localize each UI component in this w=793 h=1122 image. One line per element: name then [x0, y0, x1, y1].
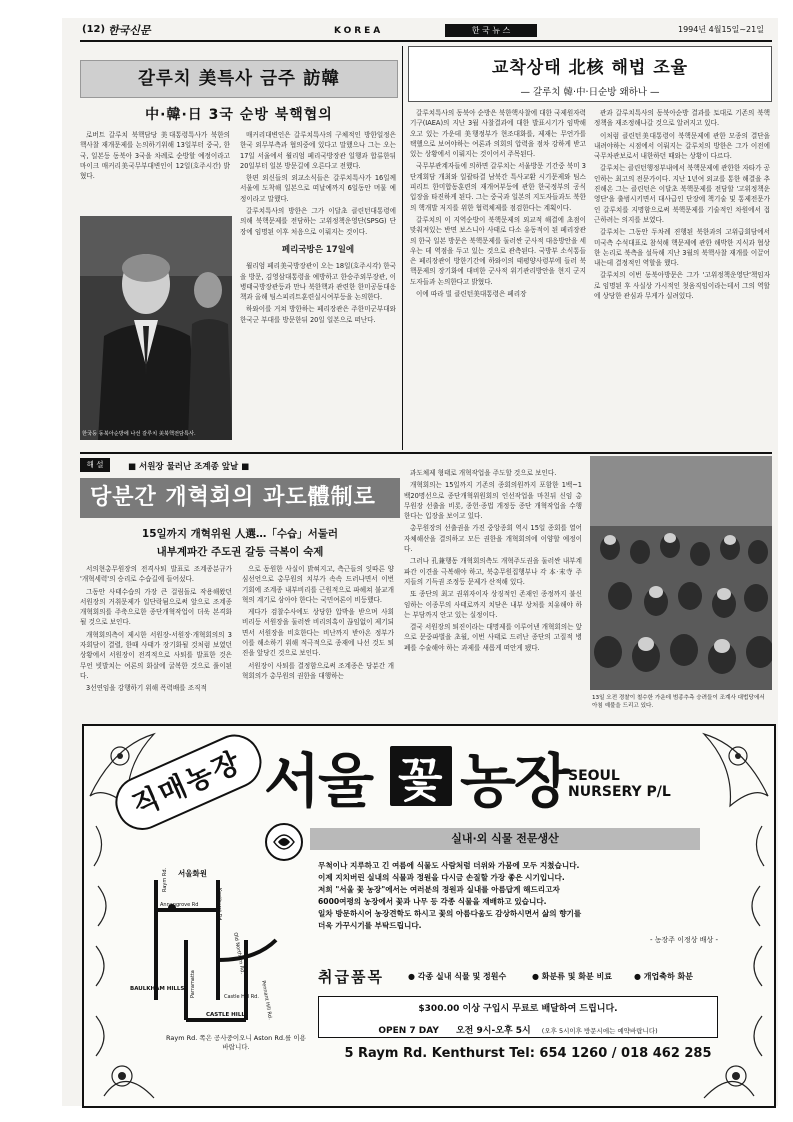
- article3-col1-text: [80, 564, 232, 696]
- map-label: Raym Rd.: [162, 867, 168, 892]
- paragraph: 윌리엄 페리美국방장관이 오는 18일(호주시각) 한국을 방문, 김영삼대통령을 예방하고 한승주외무장관, 이병태국방장관등과 만나 북한핵과 관련한 한미공동대응책과 올해 팀스피리트훈련실시여부등을 논의한다.: [240, 262, 396, 302]
- specialty-label: 실내·외 식물 전문생산: [451, 832, 559, 845]
- brand-part-seoul: 서울: [264, 747, 373, 815]
- direct-sale-label: 직매농장: [126, 744, 247, 823]
- article-jogye-reform: [80, 456, 772, 718]
- product-item: ● 각종 실내 식물 및 정원수: [408, 972, 507, 981]
- headline-box: [408, 46, 772, 102]
- paragraph: 으로 동원한 사실이 밝혀지고, 측근들의 잇따른 양심선언으로 총무원의 치부가 속속 드러나면서 이번 기회에 조계종 내부비리를 근원적으로 파헤쳐 불교개혁의 계기로 삼아야 한다는 국민여론이 비등했다.: [242, 565, 394, 604]
- article-galucci-visit: [80, 60, 398, 452]
- brand-name: [264, 734, 584, 815]
- article2-col2-text: [594, 108, 770, 303]
- subheadline-2: 내부계파간 주도권 갈등 극복이 숙제: [156, 546, 324, 558]
- map-label: CASTLE HILL: [206, 1012, 245, 1018]
- product-item: ● 화분류 및 화분 비료: [532, 972, 612, 981]
- article3-col3-text: [404, 468, 582, 655]
- intro-text: [318, 860, 718, 946]
- paragraph: 그동안 사태수습의 가장 큰 걸림돌로 작용해왔던 서원장의 거취문제가 일단락됨으로써 앞으로 조계종 개혁회의를 주축으로한 종단개혁작업이 더욱 본격화될 것으로 보인다.: [80, 587, 232, 627]
- paragraph: 또 종단의 최고 권위자이자 상징적인 존재인 종정까지 불신임하는 이종무의 사태로까지 치닫은 내부 상처를 치유해야 하는 부담까지 안고 있는 실정이다.: [404, 590, 582, 619]
- paragraph: 갈루치는 클린턴행정부내에서 북핵문제에 관한한 자타가 공인하는 최고의 전문가이다. 지난 1년여 외교를 통한 해결을 추진해온 그는 클린턴은 이달초 북핵문제를 전담할 '고위정책운영단'을 출범시키면서 대사급인 단장에 책기술 및 통제전문가인 갈루치를 지명함으로써 북핵문제를 기술적인 차원에서 접근하려는 의지를 보였다.: [594, 164, 770, 224]
- issue-date: 1994년 4월15일~21일: [678, 25, 764, 34]
- map-label: Castle Hill Rd.: [224, 994, 259, 1000]
- paragraph: 매커리대변인은 갈루치특사의 구체적인 방한일정은 한국 외무부측과 협의중에 있다고 말했으나 그는 오는 17일 서울에서 윌리엄 페리국방장관 일행과 합류한뒤 20일부터 일본 방문길에 오른다고 전했다.: [240, 131, 396, 170]
- paragraph: 3선연임을 강행하기 위해 폭력배를 조직적: [86, 684, 207, 693]
- monks-crowd-figure: [590, 456, 772, 690]
- english-name-line2: NURSERY P/L: [568, 784, 671, 800]
- map-label: BAULKHAM HILLS: [130, 986, 185, 992]
- headline-band: [80, 478, 400, 518]
- subheadline: — 갈루치 韓·中·日순방 왜하나 —: [520, 87, 660, 98]
- map-label: Kenthurst Rd.: [216, 888, 222, 923]
- opening-hours: 오전 9시-오후 5시: [455, 1026, 531, 1036]
- paragraph: 갈루치는 그동안 두차례 진행된 북한과의 고위급회담에서 미국측 수석대표로 참석해 핵문제에 관한 해박한 지식과 협상한 논리로 북측을 설득해 지난 3월의 북핵사찰 재개를 이끌어 내는데 결정적인 역할을 했다.: [594, 228, 770, 268]
- nursery-advertisement: [82, 724, 776, 1108]
- kicker: ■ 서원장 물러난 조계종 앞날 ■: [128, 462, 250, 472]
- map-title: 서울화원: [178, 869, 207, 878]
- section-rule: [80, 452, 772, 454]
- paragraph: 이처럼 클린턴美대통령이 북핵문제에 관한 모종의 결단을 내려야하는 시점에서 이뤄지는 갈루치의 방한은 그가 이전에 국무차관보로서 내한하던 때와는 상황이 다르다.: [594, 131, 770, 161]
- headline-box: [80, 60, 398, 98]
- column-divider: [402, 46, 403, 450]
- delivery-text: $300.00 이상 구입시 무료로 배달하여 드립니다.: [418, 1004, 618, 1014]
- section-label: KOREA: [334, 26, 384, 36]
- portrait-figure: [80, 216, 232, 440]
- items-heading: 취급품목: [318, 968, 384, 986]
- intro-line: 6000여평의 농장에서 꽃과 나무 등 각종 식물을 재배하고 있습니다.: [318, 897, 547, 906]
- owner-signature: - 농장주 이정상 배상 -: [649, 936, 718, 944]
- photo-caption: 13일 오전 경찰이 철수한 가운데 범종추측 승려들이 조계사 대법당에서 아침 예불을 드리고 있다.: [592, 695, 765, 709]
- intro-line: 무척이나 지루하고 긴 여름에 식물도 사람처럼 더위와 가뭄에 모두 지쳤습니다.: [318, 861, 580, 870]
- galucci-photo: [80, 216, 232, 440]
- intro-line: 저희 "서울 꽃 농장"에서는 여러분의 정원과 실내를 아름답게 해드리고자: [318, 885, 560, 894]
- map-label: Parramatta: [190, 970, 196, 998]
- headline: 당분간 개혁회의 과도體制로: [90, 485, 376, 510]
- paragraph: 과도체제 형태로 개혁작업을 주도할 것으로 보인다.: [410, 469, 557, 477]
- map-label: Pennant Hill Rd.: [260, 980, 273, 1021]
- paragraph: 서의현총무원장의 전격사퇴 발표로 조계종분규가 '개혁세력'의 승리로 수습길에 들어섰다.: [80, 565, 232, 584]
- specialty-band: [310, 828, 700, 850]
- paragraph: 개혁회의측이 제시한 서원장-서원장·개혁회의의 3자회담이 결렬, 한때 사태가 장기화될 것처럼 보였던 상황에서 서원장이 전격적으로 사퇴를 발표한 것은 무언 빗발치는 여론의 화살에 굴복한 것으로 풀이된다.: [80, 630, 232, 680]
- article1-col1-text: [80, 130, 230, 183]
- headline: 교착상태 北核 해법 조율: [491, 58, 689, 78]
- article1-col2-text: [240, 106, 396, 327]
- delivery-box: [318, 996, 718, 1038]
- map-label: Old Northern Rd.: [232, 932, 246, 975]
- header-rule: [80, 40, 772, 42]
- paragraph: 그러나 孔兼행동 개혁회의측도 개혁주도권을 둘러싼 내부계파간 이견을 극복해야 하고, 북총무원집행부나 각 本·末寺 주지들의 기득권 조정등 문제가 산적해 있다.: [404, 557, 582, 586]
- brand-part-flower: 꽃: [398, 753, 443, 807]
- paragraph: 결국 서원장의 퇴진이라는 대명제를 이루어낸 개혁회의는 앞으로 문중파벌을 초월, 이번 사태로 드러난 종단의 고질적 병폐를 수술해야 하는 과제를 새롭게 떠안게 됐다.: [404, 623, 582, 652]
- intro-line: 더욱 가꾸시기를 부탁드립니다.: [318, 921, 422, 930]
- address-phone: 5 Raym Rd. Kenthurst Tel: 654 1260 / 018 462 285: [344, 1046, 712, 1061]
- paragraph: 한편 외신들의 외교소식들은 갈루치특사가 16일께 서울에 도착해 일본으로 떠날예까지 6일동안 머물 예정이라고 말했다.: [240, 174, 396, 203]
- hours-note: (오후 5시이후 방문시에는 예약바랍니다): [541, 1027, 658, 1035]
- monks-photo: [590, 456, 772, 690]
- english-name: [568, 768, 708, 800]
- product-items: [318, 966, 748, 988]
- commentary-tag: 해 설: [80, 458, 110, 472]
- paragraph: 이에 따라 빌 클린턴美대통령은 페리장: [416, 290, 527, 299]
- article2-col1-text: [410, 108, 586, 301]
- photo-caption: 한국등 동북아순방에 나선 갈루치 美북핵전담특사.: [82, 431, 196, 437]
- paragraph: 하와이를 거쳐 방한하는 페리장관은 주한미군부대와 한국군 부대를 방문한뒤 20일 일본으로 떠난다.: [240, 305, 396, 324]
- news-tab: 한 국 뉴 스: [445, 24, 537, 37]
- paragraph: 관과 갈루치특사의 동북아순방 결과를 토대로 기존의 북핵정책을 재조정해나갈 것으로 알려지고 있다.: [594, 109, 770, 128]
- paragraph: 갈루치특사의 동북아 순방은 북한핵사찰에 대한 국제원자력기구(IAEA)의 지난 3월 사찰결과에 대한 발표시기가 임박해오고 있는 가운데 美행정부가 현조대화를, 제재는 무언가를 택했으로 보여야하는 여론과 의회의 압력을 점차 강하게 받고있는 상황에서 이뤄지는 것이어서 주목된다.: [410, 109, 586, 159]
- paper-name: 한국신문: [108, 24, 151, 37]
- subheadline-1: 15일까지 개혁위원 人選…「수습」서둘러: [141, 528, 339, 540]
- page-number: (12): [82, 24, 106, 35]
- paragraph: 국무부관계자들에 의하면 갈루치는 서울방문 기간중 북미 3단계회담 개최와 일괄타결 남북간 특사교환 시기문제와 팀스피리트 한미합동훈련의 재개여부등에 관한 한국정부의 공식입장을 타진하게 된다. 그는 중국과 일본의 지도자들과도 북한의 핵개발 저지를 위한 협력체제를 점검한다는 계획이다.: [410, 162, 587, 212]
- article-nuclear-talks: [408, 46, 772, 450]
- paragraph: 로버트 갈루치 북핵담당 美대통령특사가 북한의 핵사찰 재개문제를 논의하기위해 13일부터 중국, 한국, 일본등 동북아 3국을 차례로 순방할 예정이라고 마이크 매커리美국무부대변인이 12일(호주시간) 밝혔다.: [80, 131, 230, 181]
- map-label: Annangrove Rd: [160, 902, 199, 908]
- paragraph: 갈루치특사의 방한은 그가 이달초 클린턴대통령에 의해 북핵문제를 전담하는 고위정책운영단(SPSG) 단장에 임명된 이후 처음으로 이뤄지는 것이다.: [240, 207, 396, 236]
- paragraph: 서원장이 사퇴를 결정함으로써 조계종은 당분간 개혁회의가 총무원의 권한을 대행하는: [242, 661, 394, 680]
- paragraph: 갈루치의 이번 동북아방문은 그가 '고위정책운영단'책임자로 임명된 후 사실상 가시적인 첫움직임이라는데서 그의 역할에 상당한 관심과 무게가 실려있다.: [594, 271, 770, 301]
- product-item: ● 개업축하 화분: [634, 972, 693, 981]
- article3-col2-text: [242, 564, 394, 683]
- location-map: [126, 868, 310, 1068]
- subheadline: 中·韓·日 3국 순방 북핵협의: [145, 107, 333, 123]
- open-days: OPEN 7 DAY: [378, 1026, 439, 1036]
- brand-part-nursery: 농장: [460, 747, 569, 815]
- english-name-line1: SEOUL: [568, 768, 620, 784]
- intro-line: 이제 지치버린 실내의 식물과 정원을 다시금 손질할 가장 좋은 시기입니다.: [318, 873, 565, 882]
- intro-line: 일차 방문하시어 농장견학도 하시고 꽃의 아름다움도 감상하시면서 삶의 향기를: [318, 909, 582, 918]
- paragraph: 총무원장의 선출권을 가진 중앙종회 역시 15일 종회를 열어 자체해산을 결의하고 모든 권한을 개혁회의에 이양할 예정이다.: [404, 524, 582, 554]
- flower-emblem-icon: [264, 822, 304, 862]
- headline: 갈루치 美특사 금주 訪韓: [137, 69, 341, 89]
- section-subhead: 페리국방은 17일에: [281, 244, 355, 255]
- paragraph: 갈루치의 이 지역순방이 북핵문제의 외교적 해결에 초점이 맞춰져있는 반면 보스니아 사태로 다소 유동적이 된 페리장관의 한국 일본 방문은 북핵문제를 둘러싼 군사적 대응방안을 세우는 데 역점을 두고 있는 것으로 관측된다. 국방부 소식통들은 페리장관이 방한기간에 하와이의 태평양사령부에 들러 북핵문제의 장기화에 대비한 군사적 위기관리방안을 현지 군지도자들과 논의한다고 밝혔다.: [410, 215, 587, 286]
- map-note: Raym Rd. 쪽은 공사중이오니 Aston Rd.를 이용바랍니다.: [166, 1034, 306, 1051]
- paragraph: 게다가 검찰수사에도 상당한 압박을 받으며 사회 비리등 서원장을 둘러싼 비리의혹이 끊임없이 제기되면서 서원장을 비호한다는 비난까지 받아온 정부가 이를 해소하기 위해 적극적으로 종재에 나선 것도 퇴진을 앞당긴 것으로 보인다.: [242, 608, 394, 658]
- paragraph: 개혁회의는 15일까지 기존의 종회의원까지 포함한 1백~1백20명선으로 종단개혁위원회의 인선작업을 마친뒤 신임 총무원장 선출을 비롯, 종헌·종법 개정등 종단 개혁작업을 수행한다는 입장을 보이고 있다.: [404, 481, 582, 521]
